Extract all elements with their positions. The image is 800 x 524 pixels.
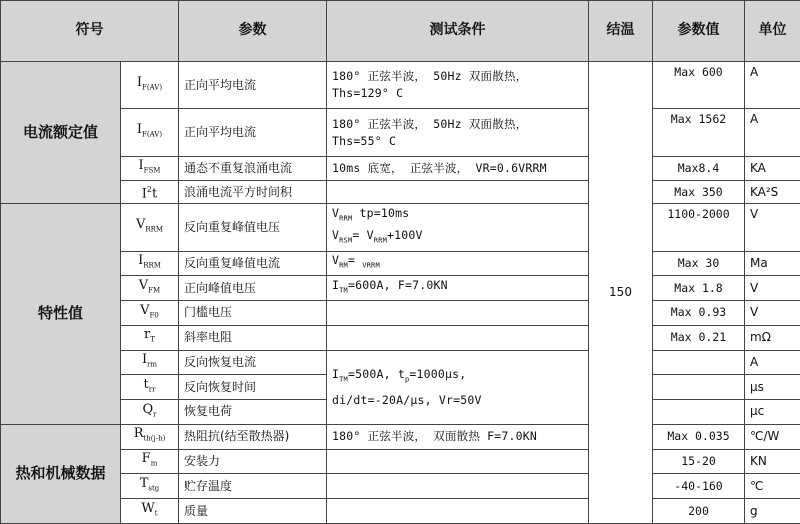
param-cell: 质量: [179, 499, 327, 524]
condition-cell: [327, 325, 589, 350]
group-current-rating: 电流额定值: [1, 61, 121, 203]
table-row: [1, 474, 800, 499]
symbol-cell: $R_{th(j-h)}$: [121, 424, 179, 449]
table-row: [1, 276, 800, 301]
symbol-cell: $W_t$: [121, 499, 179, 524]
condition-cell: $V_{RM}= _{VRRM}$: [327, 251, 589, 276]
unit-cell: V: [745, 276, 800, 301]
group-characteristics: 特性值: [1, 204, 121, 425]
condition-cell: [327, 181, 589, 204]
condition-cell: [327, 449, 589, 474]
symbol-cell: $V_{FM}$: [121, 276, 179, 301]
value-cell: Max 30: [653, 251, 745, 276]
unit-cell: A: [745, 61, 800, 108]
unit-cell: ℃/W: [745, 424, 800, 449]
unit-cell: KA: [745, 156, 800, 180]
value-cell: 200: [653, 499, 745, 524]
condition-cell: 180° 正弦半波， 双面散热 F=7.0KN: [327, 424, 589, 449]
table-row: [1, 156, 800, 180]
table-row: [1, 301, 800, 326]
unit-cell: KN: [745, 449, 800, 474]
value-cell: [653, 350, 745, 375]
param-cell: 反向重复峰值电压: [179, 204, 327, 251]
unit-cell: KA²S: [745, 181, 800, 204]
condition-cell: $I_{TM}=600A$, F=7.0KN: [327, 276, 589, 301]
unit-cell: A: [745, 350, 800, 375]
header-cond: 测试条件: [327, 1, 589, 62]
condition-cell: 180° 正弦半波， 50Hz 双面散热， Ths=129° C: [327, 61, 589, 108]
param-cell: 反向重复峰值电流: [179, 251, 327, 276]
table-row: [1, 350, 800, 375]
value-cell: 1100-2000: [653, 204, 745, 251]
value-cell: Max 0.93: [653, 301, 745, 326]
value-cell: Max 0.035: [653, 424, 745, 449]
unit-cell: A: [745, 109, 800, 156]
unit-cell: μs: [745, 375, 800, 400]
header-row: [1, 1, 800, 62]
symbol-cell: $r_T$: [121, 325, 179, 350]
table-row: [1, 325, 800, 350]
condition-cell: [327, 474, 589, 499]
param-cell: 门槛电压: [179, 301, 327, 326]
param-cell: 恢复电荷: [179, 400, 327, 425]
value-cell: Max 1562: [653, 109, 745, 156]
symbol-cell: $I_{RRM}$: [121, 251, 179, 276]
param-cell: 通态不重复浪涌电流: [179, 156, 327, 180]
value-cell: [653, 375, 745, 400]
symbol-cell: $V_{RRM}$: [121, 204, 179, 251]
symbol-cell: $T_{stg}$: [121, 474, 179, 499]
junction-temp-cell: 150: [589, 61, 653, 523]
unit-cell: μc: [745, 400, 800, 425]
value-cell: Max 350: [653, 181, 745, 204]
param-cell: 反向恢复时间: [179, 375, 327, 400]
unit-cell: mΩ: [745, 325, 800, 350]
symbol-cell: $I_{rm}$: [121, 350, 179, 375]
header-symbol: 符号: [1, 1, 179, 62]
header-value: 参数值: [653, 1, 745, 62]
value-cell: -40-160: [653, 474, 745, 499]
condition-cell: $V_{RRM}$ tp=10ms $V_{RSM}= V_{RRM}+100V$: [327, 204, 589, 251]
param-cell: 浪涌电流平方时间积: [179, 181, 327, 204]
value-cell: Max 1.8: [653, 276, 745, 301]
value-cell: [653, 400, 745, 425]
value-cell: 15-20: [653, 449, 745, 474]
symbol-cell: $I_{F(AV)}$: [121, 109, 179, 156]
recovery-condition-cell: $I_{TM}=500A$, $t_p=1000\mu s$, di/dt=-20A/μs, Vr=50V: [327, 350, 589, 424]
unit-cell: V: [745, 301, 800, 326]
group-thermal-mech: 热和机械数据: [1, 424, 121, 523]
header-temp: 结温: [589, 1, 653, 62]
symbol-cell: $I_{F(AV)}$: [121, 61, 179, 108]
param-cell: 斜率电阻: [179, 325, 327, 350]
unit-cell: Ma: [745, 251, 800, 276]
header-param: 参数: [179, 1, 327, 62]
symbol-cell: $V_{F0}$: [121, 301, 179, 326]
condition-cell: [327, 499, 589, 524]
condition-cell: 10ms 底宽， 正弦半波， VR=0.6VRRM: [327, 156, 589, 180]
table-row: [1, 424, 800, 449]
condition-cell: [327, 301, 589, 326]
table-row: [1, 204, 800, 251]
unit-cell: ℃: [745, 474, 800, 499]
table-row: [1, 181, 800, 204]
value-cell: Max 600: [653, 61, 745, 108]
symbol-cell: $t_{rr}$: [121, 375, 179, 400]
table-row: [1, 499, 800, 524]
param-cell: 反向恢复电流: [179, 350, 327, 375]
unit-cell: g: [745, 499, 800, 524]
table-row: [1, 449, 800, 474]
symbol-cell: $F_m$: [121, 449, 179, 474]
unit-cell: V: [745, 204, 800, 251]
header-unit: 单位: [745, 1, 800, 62]
symbol-cell: $I_{FSM}$: [121, 156, 179, 180]
param-cell: 热阻抗(结至散热器): [179, 424, 327, 449]
value-cell: Max 0.21: [653, 325, 745, 350]
table-row: [1, 61, 800, 108]
symbol-cell: $Q_r$: [121, 400, 179, 425]
param-cell: 安装力: [179, 449, 327, 474]
param-cell: 正向平均电流: [179, 109, 327, 156]
param-cell: 正向峰值电压: [179, 276, 327, 301]
symbol-cell: $I^2t$: [121, 181, 179, 204]
table-row: [1, 109, 800, 156]
value-cell: Max8.4: [653, 156, 745, 180]
condition-cell: 180° 正弦半波， 50Hz 双面散热， Ths=55° C: [327, 109, 589, 156]
table-row: [1, 251, 800, 276]
param-cell: 贮存温度: [179, 474, 327, 499]
param-cell: 正向平均电流: [179, 61, 327, 108]
